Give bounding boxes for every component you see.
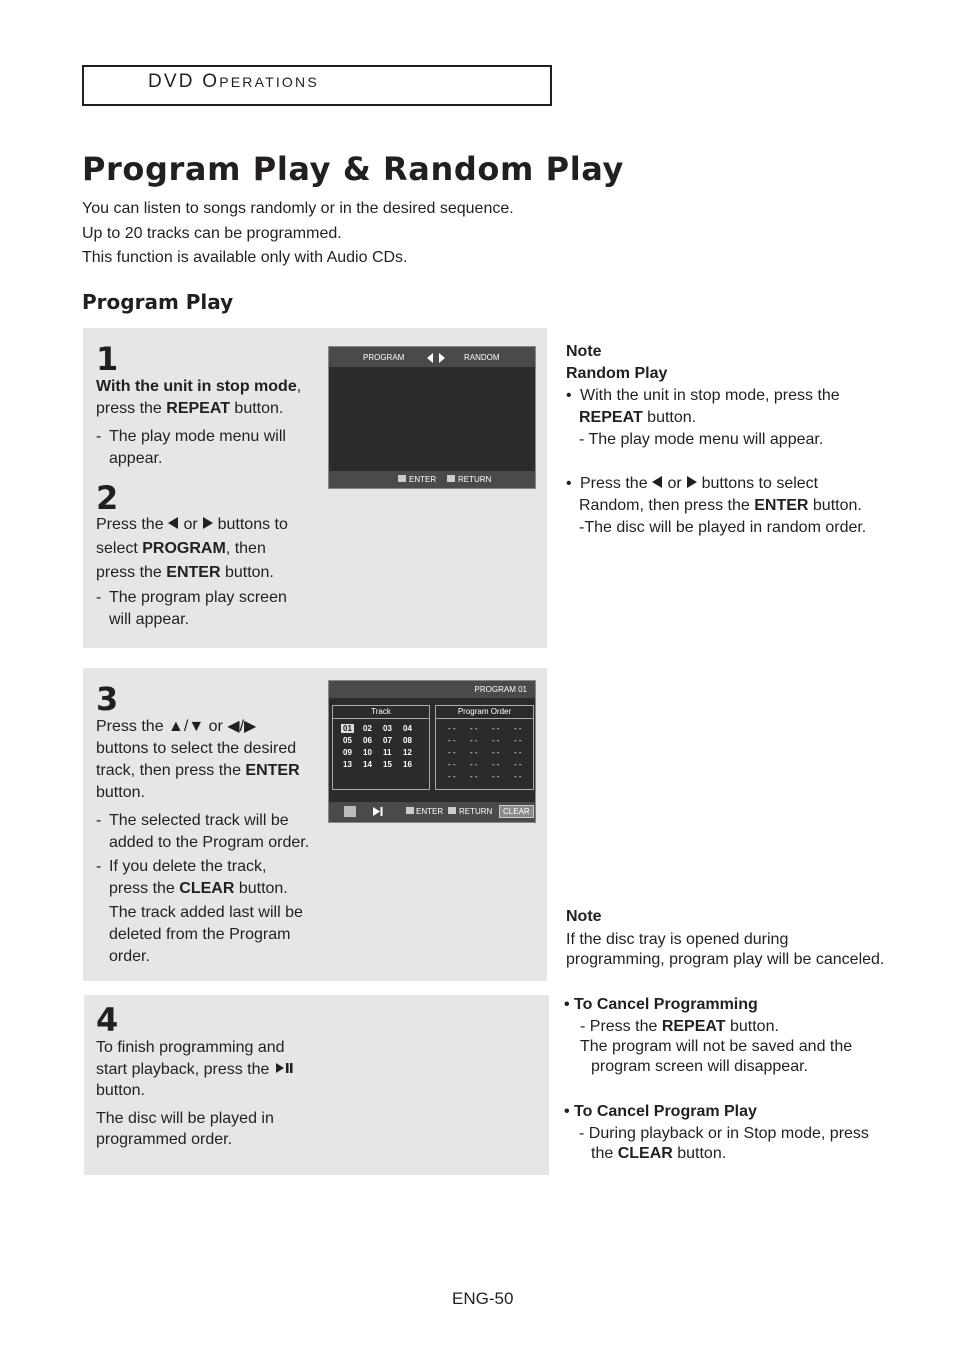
cancel-programming-heading: • To Cancel Programming bbox=[564, 996, 758, 1013]
enter-key-icon bbox=[398, 475, 406, 482]
track-cell[interactable]: 16 bbox=[403, 760, 412, 769]
cancel-note: Note If the disc tray is opened during programming, program play will be canceled. • To Cancel Programming - Press the REPEAT button. The program will not be saved and the program screen will disappear. • To Cancel Program Play - During playback or in Stop mode, press the CLEAR button. bbox=[566, 907, 916, 1164]
program-order-slot: - - bbox=[470, 736, 478, 745]
program-order-slot: - - bbox=[470, 748, 478, 757]
program-number-label: PROGRAM 01 bbox=[474, 685, 527, 694]
program-order-slot: - - bbox=[470, 724, 478, 733]
program-order-label: Program Order bbox=[436, 706, 533, 719]
program-order-slot: - - bbox=[514, 724, 522, 733]
program-screen-header bbox=[329, 681, 535, 698]
track-cell[interactable]: 11 bbox=[383, 748, 392, 757]
track-cell[interactable]: 12 bbox=[403, 748, 412, 757]
program-order-slot: - - bbox=[492, 760, 500, 769]
screen-return-label: RETURN bbox=[458, 475, 492, 484]
random-play-heading: Random Play bbox=[566, 365, 668, 382]
page-number: ENG-50 bbox=[452, 1289, 514, 1308]
track-cell[interactable]: 13 bbox=[343, 760, 352, 769]
program-order-slot: - - bbox=[492, 736, 500, 745]
cancel-program-play-heading: • To Cancel Program Play bbox=[564, 1103, 757, 1120]
screen-random-option[interactable]: RANDOM bbox=[464, 353, 500, 362]
track-cell[interactable]: 09 bbox=[343, 748, 352, 757]
return-key-icon bbox=[447, 475, 455, 482]
track-cell[interactable]: 02 bbox=[363, 724, 372, 733]
play-mode-screen bbox=[328, 346, 536, 489]
step-4-text: To finish programming and start playback, press the button. The disc will be played in programmed order. bbox=[96, 1037, 336, 1151]
program-order-slot: - - bbox=[470, 772, 478, 781]
section-header-label: DVD OPERATIONS bbox=[148, 71, 319, 92]
intro-line-1: You can listen to songs randomly or in the desired sequence. bbox=[82, 200, 514, 217]
screen-enter-label: ENTER bbox=[409, 475, 437, 484]
track-cell[interactable]: 06 bbox=[363, 736, 372, 745]
clear-button[interactable]: CLEAR bbox=[499, 805, 534, 818]
program-order-slot: - - bbox=[514, 772, 522, 781]
random-play-note: Note Random Play • With the unit in stop mode, press the REPEAT button. - The play mode menu will appear. • Press the or buttons to select Random, then press the ENTER button. -The disc will be played in random order. bbox=[566, 341, 906, 539]
left-arrow-icon bbox=[652, 475, 663, 492]
program-order-slot: - - bbox=[514, 760, 522, 769]
program-order-slot: - - bbox=[492, 772, 500, 781]
screen-program-option[interactable]: PROGRAM bbox=[363, 353, 405, 362]
return-key-icon bbox=[448, 807, 456, 814]
right-arrow-icon bbox=[202, 516, 213, 533]
program-screen-footer bbox=[329, 802, 535, 822]
track-cell[interactable]: 01 bbox=[343, 724, 352, 733]
program-order-box bbox=[435, 705, 534, 790]
right-arrow-icon bbox=[686, 475, 697, 492]
play-pause-icon bbox=[274, 1061, 294, 1078]
step-2-number: 2 bbox=[96, 479, 119, 517]
intro-line-3: This function is available only with Audio CDs. bbox=[82, 249, 408, 266]
page-title: Program Play & Random Play bbox=[82, 150, 624, 188]
program-order-slot: - - bbox=[448, 724, 456, 733]
track-cell[interactable]: 14 bbox=[363, 760, 372, 769]
program-order-slot: - - bbox=[492, 724, 500, 733]
track-cell[interactable]: 10 bbox=[363, 748, 372, 757]
section-subhead: Program Play bbox=[82, 290, 234, 314]
step-3-number: 3 bbox=[96, 680, 119, 718]
track-cell[interactable]: 04 bbox=[403, 724, 412, 733]
program-order-slot: - - bbox=[514, 736, 522, 745]
track-cell[interactable]: 07 bbox=[383, 736, 392, 745]
step-4-number: 4 bbox=[96, 1001, 119, 1039]
step-3-text: Press the ▲/▼ or ◀/▶ buttons to select the desired track, then press the ENTER button. - The selected track will be added to the Program order. - If you delete the track, press the CLEAR button. The track added last will be deleted from the Program order. bbox=[96, 718, 310, 965]
screen-top-bar bbox=[329, 347, 535, 367]
left-arrow-icon bbox=[168, 516, 179, 533]
track-cell[interactable]: 03 bbox=[383, 724, 392, 733]
screen-bottom-bar bbox=[329, 471, 535, 488]
track-grid-label: Track bbox=[333, 706, 429, 719]
program-return-label: RETURN bbox=[459, 807, 493, 816]
track-cell[interactable]: 15 bbox=[383, 760, 392, 769]
program-enter-label: ENTER bbox=[416, 807, 444, 816]
program-order-slot: - - bbox=[514, 748, 522, 757]
program-order-slot: - - bbox=[448, 736, 456, 745]
track-cell[interactable]: 05 bbox=[343, 736, 352, 745]
program-order-slot: - - bbox=[470, 760, 478, 769]
step-1-number: 1 bbox=[96, 340, 119, 378]
track-grid-box bbox=[332, 705, 430, 790]
intro-line-2: Up to 20 tracks can be programmed. bbox=[82, 225, 342, 242]
step-2-text: Press the or buttons to select PROGRAM, then press the ENTER button. - The program play screen will appear. bbox=[96, 516, 288, 628]
program-order-slot: - - bbox=[448, 760, 456, 769]
note-label: Note bbox=[566, 343, 602, 360]
program-order-slot: - - bbox=[492, 748, 500, 757]
enter-key-icon bbox=[406, 807, 414, 814]
program-screen bbox=[328, 680, 536, 823]
program-order-slot: - - bbox=[448, 772, 456, 781]
step-1-text: With the unit in stop mode, press the REPEAT button. - The play mode menu will appear. bbox=[96, 378, 302, 467]
left-right-arrows-icon bbox=[427, 353, 445, 365]
track-cell[interactable]: 08 bbox=[403, 736, 412, 745]
direction-pad-icon bbox=[344, 806, 356, 817]
skip-icon bbox=[373, 807, 383, 818]
note-label: Note bbox=[566, 908, 602, 925]
program-order-slot: - - bbox=[448, 748, 456, 757]
